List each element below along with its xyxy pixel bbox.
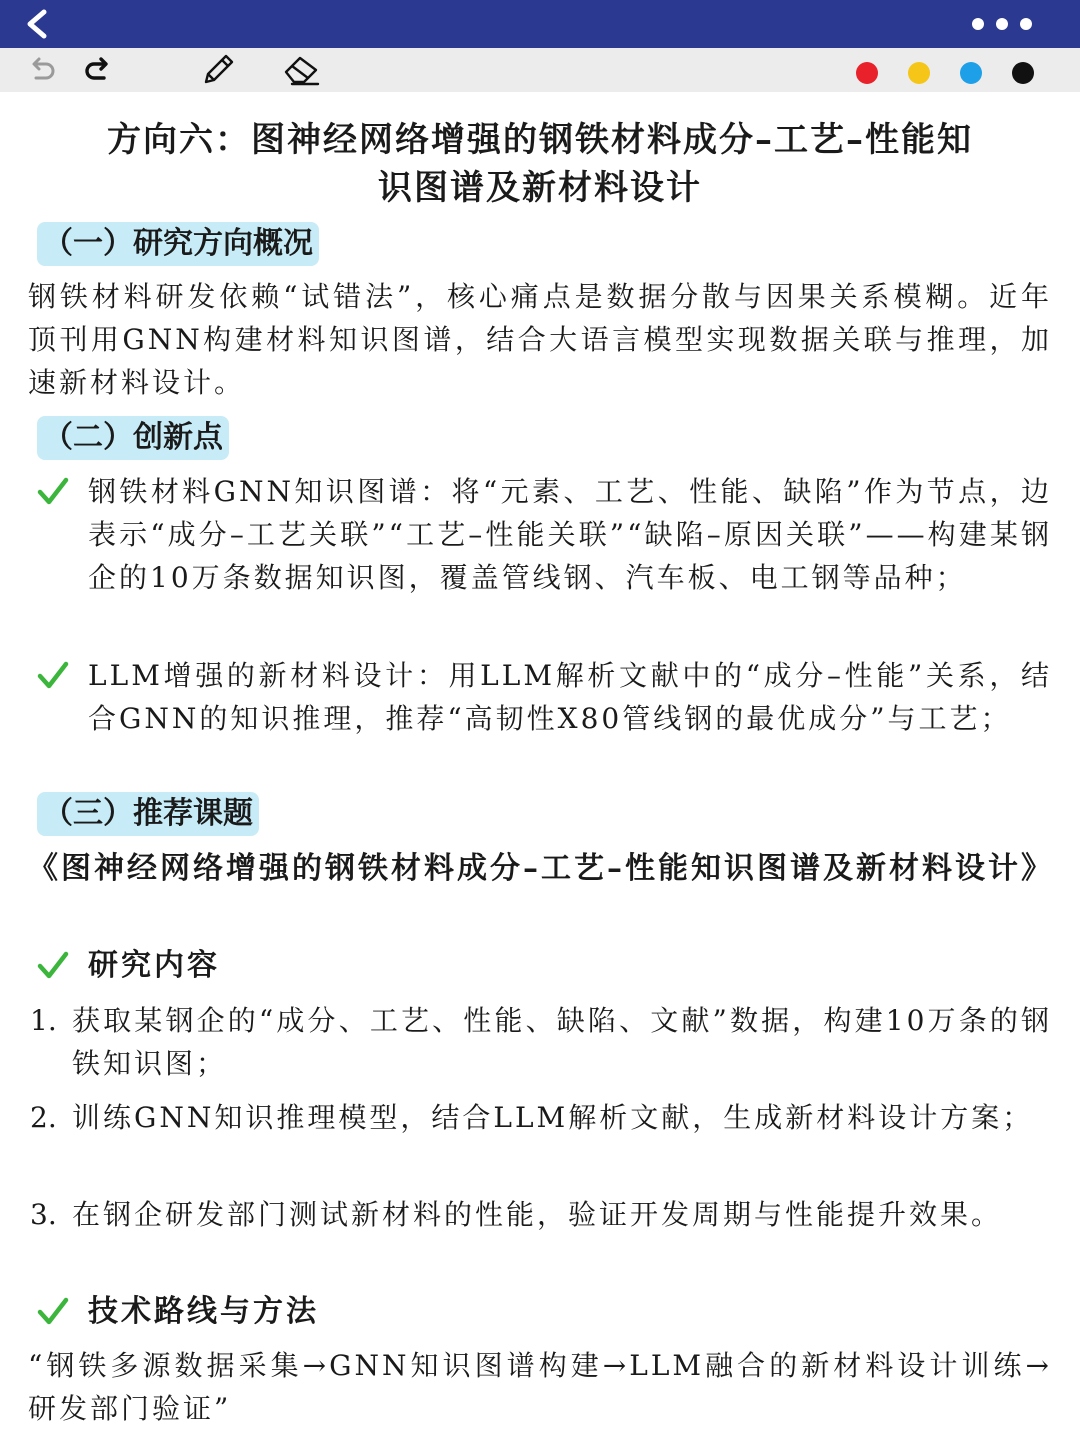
check-icon xyxy=(36,658,70,692)
eraser-icon[interactable] xyxy=(282,52,322,88)
innovation-text-2: LLM增强的新材料设计：用LLM解析文献中的“成分–性能”关系，结合GNN的知识推理，推荐“高韧性X80管线钢的最优成分”与工艺； xyxy=(88,659,1052,735)
pencil-icon[interactable] xyxy=(200,52,236,88)
method-label: 技术路线与方法 xyxy=(88,1294,319,1329)
item-number: 1. xyxy=(30,1004,57,1037)
document-title xyxy=(30,116,1050,212)
undo-icon[interactable] xyxy=(26,54,58,86)
item-number: 2. xyxy=(30,1101,57,1134)
section-heading-innovation: （二）创新点 xyxy=(37,416,229,460)
yellow-color-swatch[interactable] xyxy=(908,62,930,84)
research-content-label: 研究内容 xyxy=(88,948,220,983)
title-line-2: 识图谱及新材料设计 xyxy=(378,168,702,208)
blue-color-swatch[interactable] xyxy=(960,62,982,84)
item-text: 获取某钢企的“成分、工艺、性能、缺陷、文献”数据，构建10万条的钢铁知识图； xyxy=(72,1004,1052,1080)
check-icon xyxy=(36,474,70,508)
item-text: 训练GNN知识推理模型，结合LLM解析文献，生成新材料设计方案； xyxy=(72,1101,1034,1134)
title-line-1: 方向六：图神经网络增强的钢铁材料成分–工艺–性能知 xyxy=(107,120,973,160)
innovation-text-1: 钢铁材料GNN知识图谱：将“元素、工艺、性能、缺陷”作为节点，边表示“成分–工艺关联”“工艺–性能关联”“缺陷–原因关联”——构建某钢企的10万条数据知识图，覆盖管线钢、汽车板、电工钢等品种； xyxy=(88,475,1052,594)
check-icon xyxy=(36,948,70,982)
black-color-swatch[interactable] xyxy=(1012,62,1034,84)
method-paragraph: “钢铁多源数据采集→GNN知识图谱构建→LLM融合的新材料设计训练→研发部门验证” xyxy=(28,1349,1052,1425)
section-heading-topic: （三）推荐课题 xyxy=(37,792,259,836)
redo-icon[interactable] xyxy=(82,54,114,86)
section-heading-overview: （一）研究方向概况 xyxy=(37,222,319,266)
overview-paragraph: 钢铁材料研发依赖“试错法”，核心痛点是数据分散与因果关系模糊。近年顶刊用GNN构建材料知识图谱，结合大语言模型实现数据关联与推理，加速新材料设计。 xyxy=(28,280,1052,399)
more-dots-icon[interactable] xyxy=(970,14,1040,34)
item-number: 3. xyxy=(30,1198,57,1231)
top-nav-bar xyxy=(0,0,1080,48)
topic-title: 《图神经网络增强的钢铁材料成分–工艺–性能知识图谱及新材料设计》 xyxy=(28,851,1054,886)
item-text: 在钢企研发部门测试新材料的性能，验证开发周期与性能提升效果。 xyxy=(72,1198,1003,1231)
chevron-left-icon[interactable] xyxy=(22,8,54,40)
check-icon xyxy=(36,1294,70,1328)
red-color-swatch[interactable] xyxy=(856,62,878,84)
